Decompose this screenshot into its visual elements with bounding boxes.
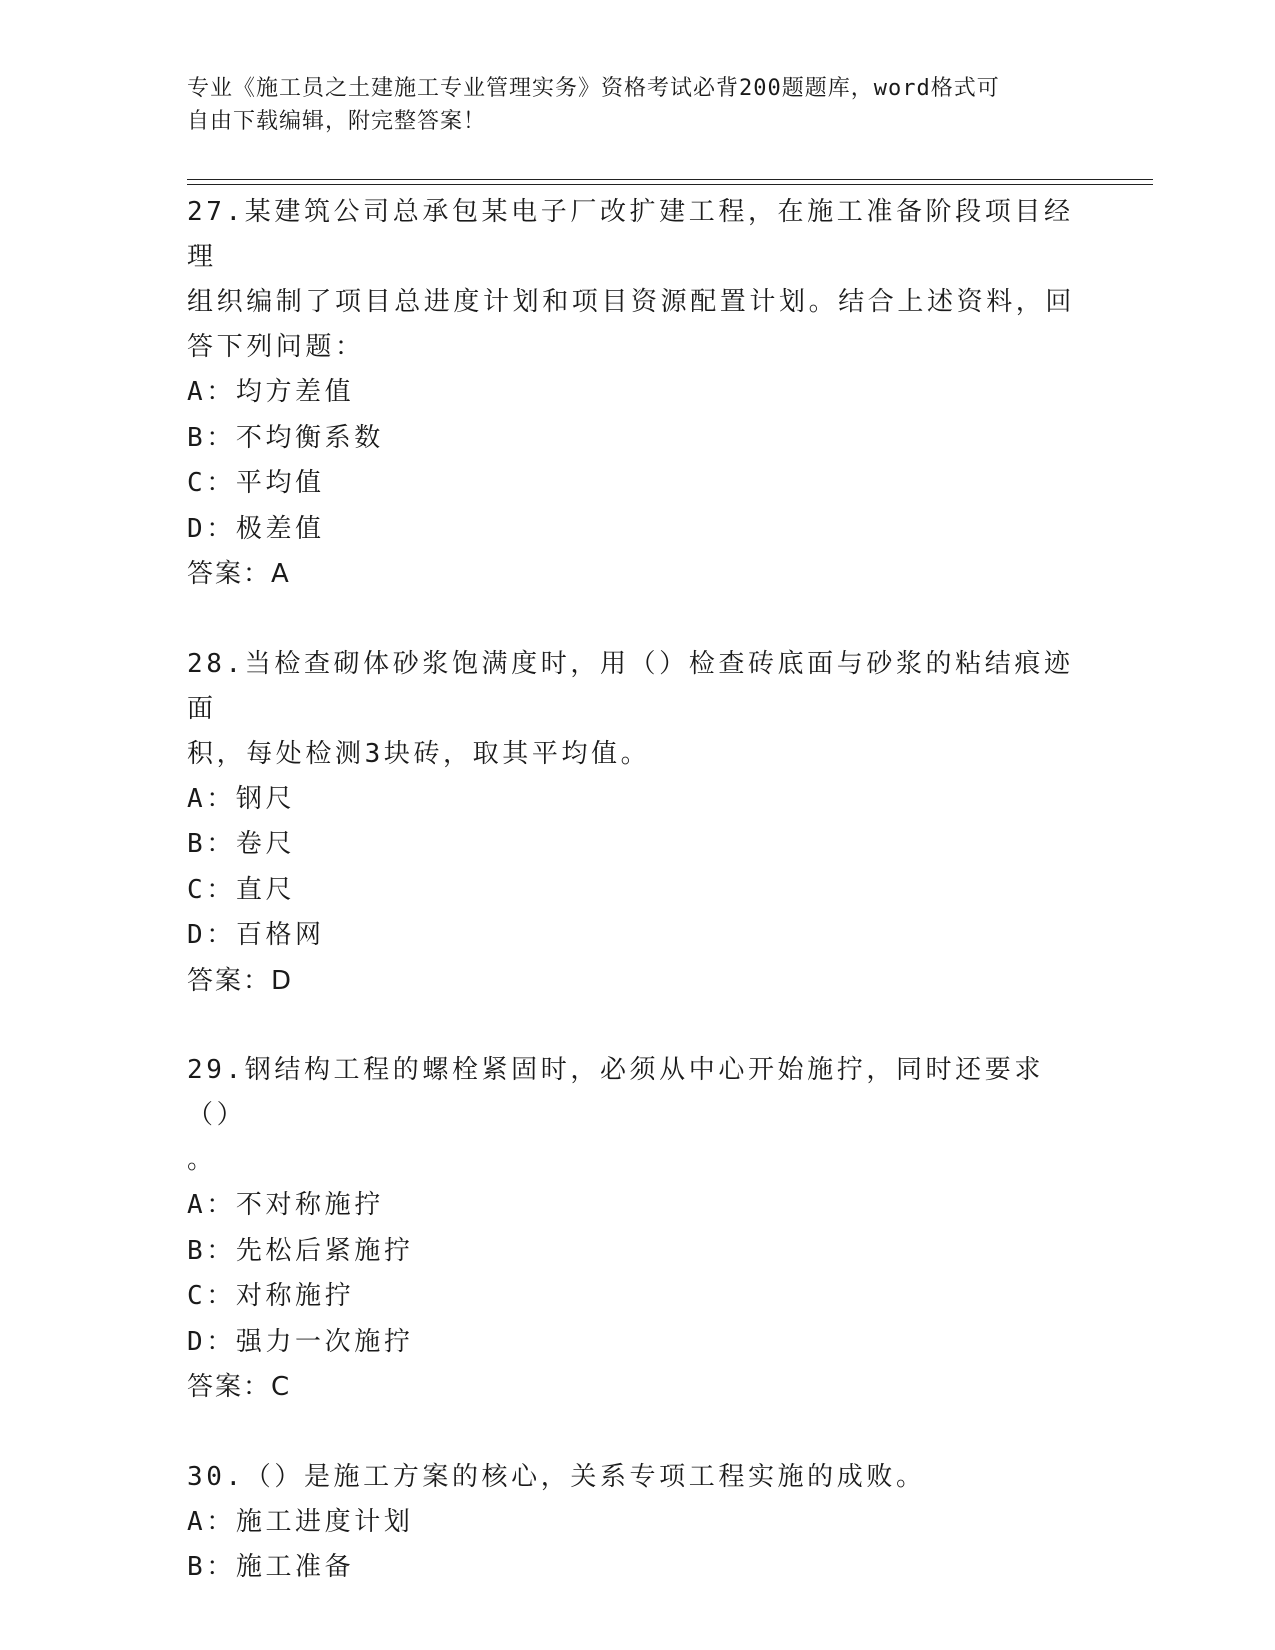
question-stem-line: 27.某建筑公司总承包某电子厂改扩建工程，在施工准备阶段项目经理	[187, 197, 1074, 272]
header-divider-bottom	[187, 184, 1153, 185]
option-a: A：钢尺	[187, 783, 296, 814]
question-stem-line: 答下列问题：	[187, 332, 365, 362]
option-c: C：对称施拧	[187, 1281, 355, 1311]
answer-line: 答案：D	[187, 965, 294, 996]
header-line-1: 专业《施工员之土建施工专业管理实务》资格考试必背200题题库，word格式可	[187, 76, 1000, 101]
option-a: A：施工进度计划	[187, 1506, 414, 1537]
question-spacer	[187, 1004, 1087, 1048]
question-stem-line: 29.钢结构工程的螺栓紧固时，必须从中心开始施拧，同时还要求（）	[187, 1055, 1044, 1130]
question-list	[187, 190, 1087, 1591]
option-c: C：平均值	[187, 468, 325, 498]
header-divider-top	[187, 179, 1153, 180]
answer-line: 答案：C	[187, 1372, 292, 1402]
question-stem-line: 积，每处检测3块砖，取其平均值。	[187, 738, 651, 769]
option-d: D：百格网	[187, 920, 325, 950]
option-b: B：先松后紧施拧	[187, 1235, 414, 1266]
question-spacer	[187, 1411, 1087, 1455]
option-b: B：施工准备	[187, 1552, 355, 1582]
document-header	[187, 72, 1067, 138]
answer-line: 答案：A	[187, 559, 291, 589]
option-d: D：极差值	[187, 513, 325, 544]
question-stem-line: 28.当检查砌体砂浆饱满度时，用（）检查砖底面与砂浆的粘结痕迹面	[187, 648, 1074, 724]
question-30	[187, 1455, 1087, 1591]
question-28	[187, 642, 1087, 1005]
header-line-2: 自由下载编辑，附完整答案！	[187, 109, 487, 134]
option-a: A：均方差值	[187, 377, 355, 407]
option-b: B：卷尺	[187, 829, 296, 859]
question-spacer	[187, 598, 1087, 642]
option-c: C：直尺	[187, 874, 296, 905]
question-29	[187, 1048, 1087, 1411]
question-stem-line: 。	[187, 1145, 217, 1175]
option-b: B：不均衡系数	[187, 422, 384, 453]
question-stem-line: 30.（）是施工方案的核心，关系专项工程实施的成败。	[187, 1461, 926, 1492]
option-a: A：不对称施拧	[187, 1190, 384, 1220]
option-d: D：强力一次施拧	[187, 1326, 414, 1357]
question-27	[187, 190, 1087, 598]
question-stem-line: 组织编制了项目总进度计划和项目资源配置计划。结合上述资料，回	[187, 287, 1076, 317]
